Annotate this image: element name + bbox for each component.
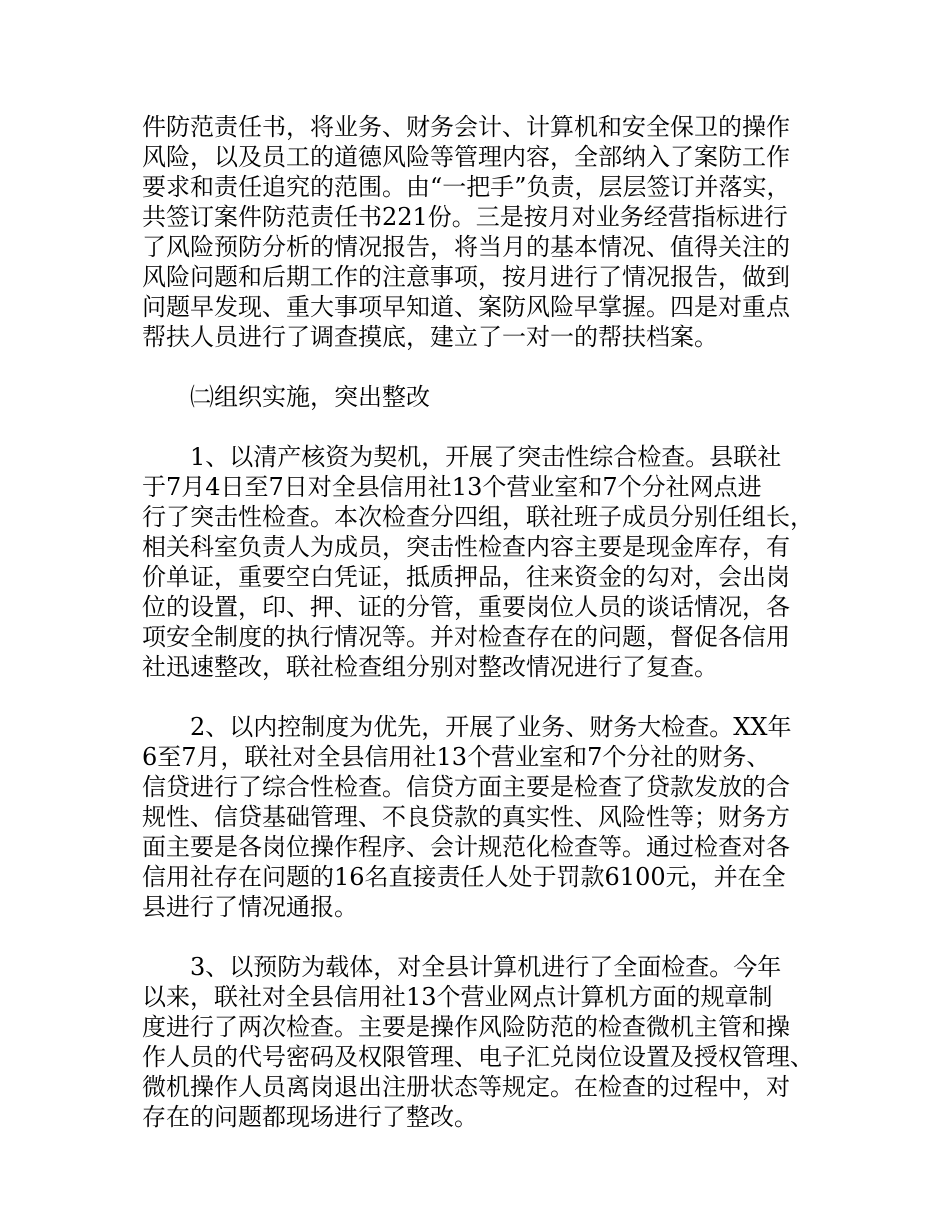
text-line: 相关科室负责人为成员，突击性检查内容主要是现金库存，有 <box>142 533 790 561</box>
paragraph-finance-inspection <box>142 712 842 922</box>
text-line: 风险，以及员工的道德风险等管理内容，全部纳入了案防工作 <box>142 143 790 171</box>
section-heading <box>142 382 842 412</box>
text-line: 6至7月，联社对全县信用社13个营业室和7个分社的财务、 <box>142 743 771 771</box>
paragraph-surprise-inspection <box>142 442 842 682</box>
text-line: 2、以内控制度为优先，开展了业务、财务大检查。XX年 <box>190 713 792 741</box>
text-line: 1、以清产核资为契机，开展了突击性综合检查。县联社 <box>190 443 782 471</box>
text-line: 存在的问题都现场进行了整改。 <box>142 1103 478 1131</box>
text-line: 规性、信贷基础管理、不良贷款的真实性、风险性等；财务方 <box>142 803 790 831</box>
text-line: 共签订案件防范责任书221份。三是按月对业务经营指标进行 <box>142 203 788 231</box>
text-line: 要求和责任追究的范围。由“一把手”负责，层层签订并落实， <box>142 173 791 201</box>
text-line: 价单证，重要空白凭证，抵质押品，往来资金的勾对，会出岗 <box>142 563 790 591</box>
text-line: 县进行了情况通报。 <box>142 893 358 921</box>
text-line: 社迅速整改，联社检查组分别对整改情况进行了复查。 <box>142 653 718 681</box>
text-line: 问题早发现、重大事项早知道、案防风险早掌握。四是对重点 <box>142 293 790 321</box>
text-line: 行了突击性检查。本次检查分四组，联社班子成员分别任组长， <box>142 503 814 531</box>
heading-line: ㈡组织实施，突出整改 <box>190 383 430 411</box>
text-line: 信贷进行了综合性检查。信贷方面主要是检查了贷款发放的合 <box>142 773 790 801</box>
text-line: 项安全制度的执行情况等。并对检查存在的问题，督促各信用 <box>142 623 790 651</box>
text-line: 风险问题和后期工作的注意事项，按月进行了情况报告，做到 <box>142 263 790 291</box>
text-line: 位的设置，印、押、证的分管，重要岗位人员的谈话情况，各 <box>142 593 790 621</box>
paragraph-responsibility <box>142 112 842 352</box>
paragraph-computer-inspection <box>142 952 842 1132</box>
text-line: 以来，联社对全县信用社13个营业网点计算机方面的规章制 <box>142 983 773 1011</box>
text-line: 3、以预防为载体，对全县计算机进行了全面检查。今年 <box>190 953 782 981</box>
text-line: 信用社存在问题的16名直接责任人处于罚款6100元，并在全 <box>142 863 786 891</box>
text-line: 于7月4日至7日对全县信用社13个营业室和7个分社网点进 <box>142 473 762 501</box>
text-line: 作人员的代号密码及权限管理、电子汇兑岗位设置及授权管理、 <box>142 1043 814 1071</box>
text-line: 微机操作人员离岗退出注册状态等规定。在检查的过程中，对 <box>142 1073 790 1101</box>
text-line: 帮扶人员进行了调查摸底，建立了一对一的帮扶档案。 <box>142 323 718 351</box>
document-page <box>142 112 842 1162</box>
text-line: 了风险预防分析的情况报告，将当月的基本情况、值得关注的 <box>142 233 790 261</box>
text-line: 度进行了两次检查。主要是操作风险防范的检查微机主管和操 <box>142 1013 790 1041</box>
text-line: 面主要是各岗位操作程序、会计规范化检查等。通过检查对各 <box>142 833 790 861</box>
text-line: 件防范责任书，将业务、财务会计、计算机和安全保卫的操作 <box>142 113 790 141</box>
